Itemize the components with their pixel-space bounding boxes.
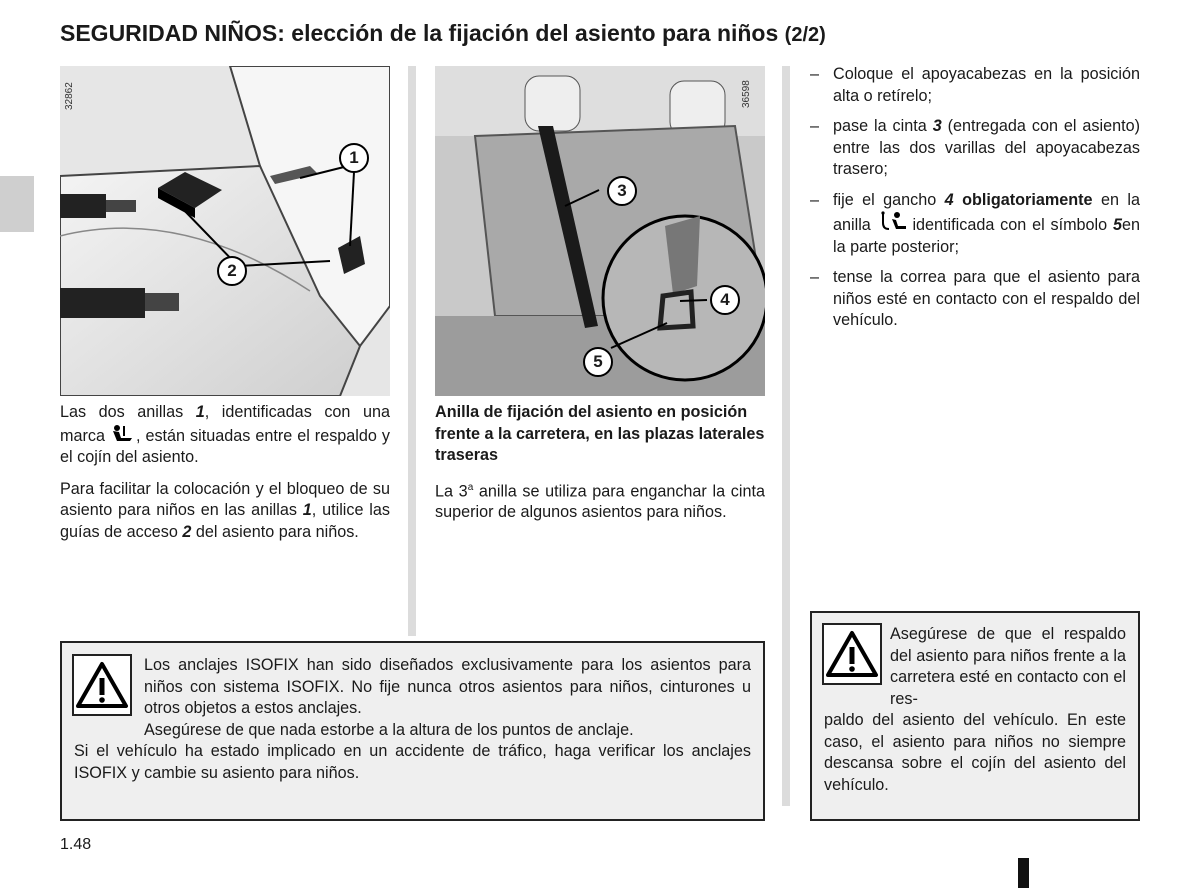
warning-main-text-1: Los anclajes ISOFIX han sido diseñados exclusivamente para los asientos para niños con sistema ISOFIX. No fije nunca otros asientos para niños, cinturones u otros objetos a estos anclajes. [144,656,751,717]
ref-number: 4 [944,190,954,209]
warning-main-text-3: Si el vehículo ha estado implicado en un accidente de tráfico, haga verificar los anclajes ISOFIX y cambie su asiento para niños. [74,742,751,782]
left-paragraph-2 [60,479,390,544]
ref-number: 3 [932,117,942,135]
figure-ref-number: 32862 [64,82,75,110]
page-title [60,20,826,47]
column-divider-left [408,66,416,636]
figure-ref-number: 36598 [741,80,752,108]
left-text-column [60,402,390,553]
callout-5: 5 [583,347,613,377]
text-run: identificada con el símbolo [906,216,1113,234]
warning-side-text-top: Asegúrese de que el respaldo del asiento para niños frente a la carretera esté en contacto con el res- [890,625,1126,708]
text-run: en la anilla [833,190,1140,234]
bullet-dash: – [810,65,820,83]
warning-side-text-bottom: paldo del asiento del vehículo. En este caso, el asiento para niños no siempre descansa sobre el cojín del asiento del vehículo. [824,711,1126,794]
text-run: anilla se utiliza para enganchar la cinta superior de algunos asientos para niños. [435,481,765,522]
bullet-dash: – [810,268,820,286]
callout-2: 2 [217,256,247,286]
warning-icon [822,623,882,685]
bullet-dash: – [810,190,820,209]
section-tab [0,176,34,232]
ref-number: 5 [1112,216,1122,234]
list-item [810,64,1140,107]
left-paragraph-1 [60,402,390,469]
title-text: SEGURIDAD NIÑOS: elección de la fijación del asiento para niños [60,20,779,46]
text-run: (entregada con el asiento) entre las dos varillas del apoyacabezas trasero; [833,117,1141,178]
callout-4: 4 [710,285,740,315]
right-text-column [810,64,1140,341]
ref-number: 1 [195,403,205,421]
callout-3: 3 [607,176,637,206]
page-number: 1.48 [60,836,92,853]
warning-main-text-2: Asegúrese de que nada estorbe a la altura de los puntos de anclaje. [144,721,634,739]
page-edge-marker [1018,858,1029,888]
text-run: pase la cinta [833,117,933,135]
callout-1: 1 [339,143,369,173]
text-run: tense la correa para que el asiento para niños esté en contacto con el respaldo del vehículo. [833,268,1140,329]
bullet-dash: – [810,117,820,135]
text-run: Coloque el apoyacabezas en la posición alta o retírelo; [833,65,1140,105]
figure-caption: Anilla de fijación del asiento en posición frente a la carretera, en las plazas laterales traseras [435,403,765,464]
isofix-child-seat-icon [110,424,136,444]
top-tether-anchor-icon [877,211,907,233]
superscript: a [467,481,474,493]
middle-text-column [435,402,765,534]
title-part: (2/2) [784,24,826,46]
ref-number: 1 [302,501,312,519]
text-run: fije el gancho [833,190,945,209]
text-run: Para facilitar la colocación y el bloqueo de su asiento para niños en las anillas [60,479,390,519]
text-run: , utilice las guías de acceso [60,501,391,541]
instruction-list [810,64,1140,332]
text-run: obligatoriamente [953,190,1093,209]
text-run: Las dos anillas [60,403,196,421]
ref-number: 2 [182,522,192,541]
text-run: , están situadas entre el respaldo y el cojín del asiento. [60,426,390,466]
warning-icon [72,654,132,716]
text-run: La 3 [435,481,468,500]
warning-box-backrest [810,611,1140,821]
text-run: del asiento para niños. [191,522,359,541]
list-item [810,267,1140,332]
figure-isofix-anchors [60,66,390,396]
figure-top-tether [435,66,765,396]
list-item [810,190,1140,259]
text-run: en la parte posterior; [833,216,1141,256]
text-run: , identificadas con una marca [60,403,390,445]
warning-box-isofix [60,641,765,821]
middle-paragraph-1 [435,477,765,524]
list-item [810,116,1140,181]
column-divider-right [782,66,790,806]
